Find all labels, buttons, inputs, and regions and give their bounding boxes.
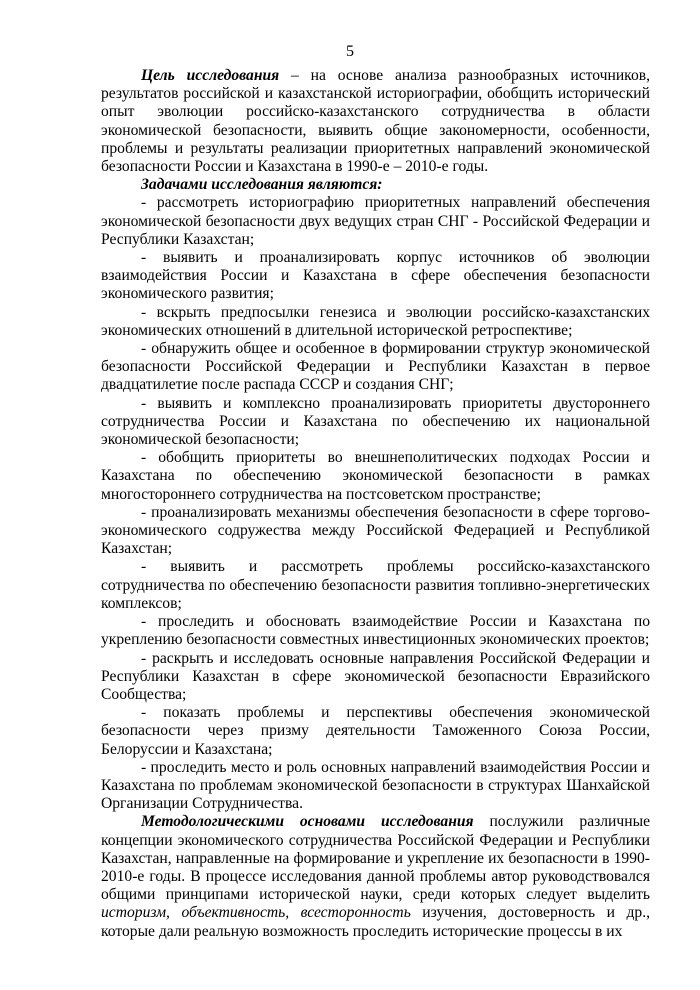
methodology-paragraph	[101, 813, 650, 940]
task-item: - обнаружить общее и особенное в формировании структур экономической безопасности Российской Федерации и Республики Казахстан в первое двадцатилетие после распада СССР и создания СНГ;	[101, 340, 650, 394]
goal-label: Цель исследования	[141, 67, 280, 84]
principle-objectivity: объективность	[181, 904, 286, 922]
document-body	[101, 67, 650, 941]
principle-comprehensiveness: всесторонность	[300, 904, 411, 922]
principle-separator: ,	[166, 904, 182, 922]
task-item: - рассмотреть историографию приоритетных направлений обеспечения экономической безопасности двух ведущих стран СНГ - Российской Федерации и Республики Казахстан;	[101, 194, 650, 248]
tasks-heading	[101, 176, 650, 194]
task-item: - проследить и обосновать взаимодействие России и Казахстана по укреплению безопасности совместных инвестиционных экономических проектов;	[101, 613, 650, 649]
task-item: - вскрыть предпосылки генезиса и эволюции российско-казахстанских экономических отношений в длительной исторической ретроспективе;	[101, 303, 650, 339]
principle-separator: ,	[285, 904, 301, 922]
task-item: - выявить и рассмотреть проблемы российско-казахстанского сотрудничества по обеспечению безопасности развития топливно-энергетических комплексов;	[101, 558, 650, 612]
page-number: 5	[346, 43, 354, 60]
methodology-text-continued: изучения, достоверность и др., которые дали реальную возможность проследить исторические процессы в их	[101, 904, 651, 940]
task-item: - выявить и комплексно проанализировать приоритеты двустороннего сотрудничества России и Казахстана по обеспечению их национальной экономической безопасности;	[101, 394, 650, 449]
principle-historicism: историзм	[101, 904, 167, 922]
task-item: - проанализировать механизмы обеспечения безопасности в сфере торгово-экономического содружества между Российской Федерацией и Республикой Казахстан;	[101, 503, 650, 558]
task-item: - раскрыть и исследовать основные направления Российской Федерации и Республики Казахстан в сфере экономической безопасности Евразийского Сообщества;	[101, 649, 650, 703]
task-item: - обобщить приоритеты во внешнеполитических подходах России и Казахстана по обеспечению экономической безопасности в рамках многостороннего сотрудничества на постсоветском пространстве;	[101, 449, 650, 503]
methodology-text: послужили различные концепции экономического сотрудничества Российской Федерации и Республики Казахстан, направленные на формирование и укрепление их безопасности в 1990-2010-е годы. В процессе исследования данной проблемы автор руководствовался общими принципами исторической науки, среди которых следует выделить	[101, 813, 650, 904]
goal-text: – на основе анализа разнообразных источников, результатов российской и казахстанской историографии, обобщить исторический опыт эволюции российско-казахстанского сотрудничества в области экономической безопасности, выявить общие закономерности, особенности, проблемы и результаты реализации приоритетных направлений экономической безопасности России и Казахстана в 1990-е – 2010-е годы.	[101, 67, 651, 176]
tasks-heading-text: Задачами исследования являются:	[141, 176, 383, 194]
methodology-label: Методологическими основами исследования	[141, 813, 474, 831]
goal-paragraph	[101, 67, 650, 176]
task-item: - выявить и проанализировать корпус источников об эволюции взаимодействия России и Казахстана в сфере обеспечения безопасности экономического развития;	[101, 249, 650, 303]
task-item: - проследить место и роль основных направлений взаимодействия России и Казахстана по проблемам экономической безопасности в структурах Шанхайской Организации Сотрудничества.	[101, 758, 650, 813]
task-item: - показать проблемы и перспективы обеспечения экономической безопасности через призму деятельности Таможенного Союза России, Белоруссии и Казахстана;	[101, 704, 650, 758]
